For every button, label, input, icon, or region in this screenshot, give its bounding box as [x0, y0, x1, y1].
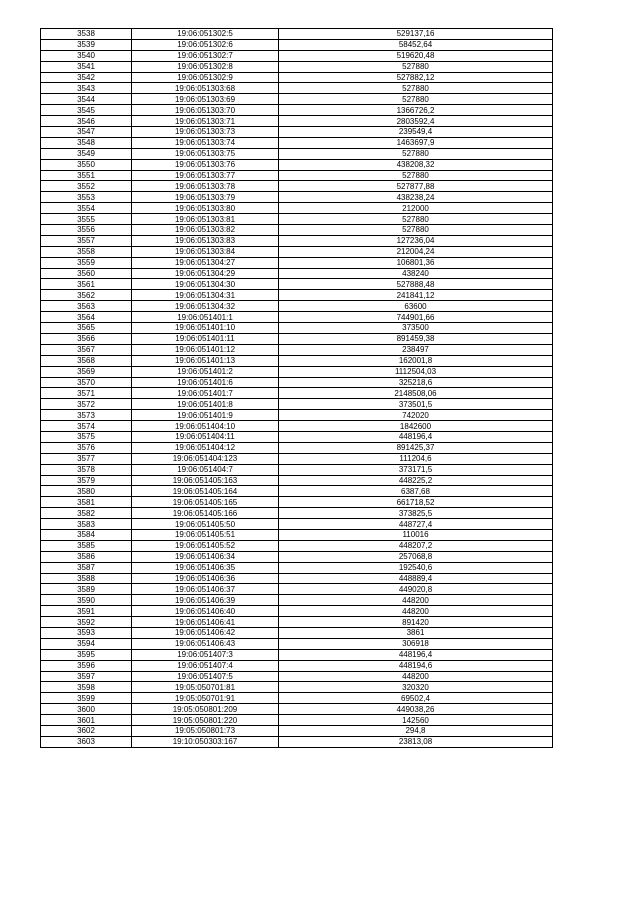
value-cell: 891425,37	[279, 442, 553, 453]
table-row	[41, 61, 553, 72]
cadastral-number-cell: 19:06:051405:164	[132, 486, 279, 497]
value-cell: 110016	[279, 529, 553, 540]
row-number-cell: 3577	[41, 453, 132, 464]
table-row	[41, 344, 553, 355]
row-number-cell: 3539	[41, 39, 132, 50]
row-number-cell: 3600	[41, 704, 132, 715]
cadastral-number-cell: 19:06:051407:3	[132, 649, 279, 660]
row-number-cell: 3574	[41, 421, 132, 432]
row-number-cell: 3575	[41, 431, 132, 442]
cadastral-number-cell: 19:06:051303:78	[132, 181, 279, 192]
cadastral-number-cell: 19:06:051406:36	[132, 573, 279, 584]
table-row	[41, 333, 553, 344]
cadastral-number-cell: 19:06:051304:30	[132, 279, 279, 290]
row-number-cell: 3576	[41, 442, 132, 453]
cadastral-number-cell: 19:06:051302:7	[132, 50, 279, 61]
row-number-cell: 3589	[41, 584, 132, 595]
row-number-cell: 3569	[41, 366, 132, 377]
value-cell: 63600	[279, 301, 553, 312]
row-number-cell: 3592	[41, 617, 132, 628]
table-row	[41, 377, 553, 388]
row-number-cell: 3591	[41, 606, 132, 617]
table-body	[41, 29, 553, 748]
value-cell: 325218,6	[279, 377, 553, 388]
cadastral-number-cell: 19:06:051404:12	[132, 442, 279, 453]
row-number-cell: 3582	[41, 508, 132, 519]
table-row	[41, 50, 553, 61]
value-cell: 742020	[279, 410, 553, 421]
cadastral-number-cell: 19:06:051404:10	[132, 421, 279, 432]
cadastral-number-cell: 19:05:050701:91	[132, 693, 279, 704]
row-number-cell: 3599	[41, 693, 132, 704]
table-row	[41, 355, 553, 366]
table-row	[41, 312, 553, 323]
value-cell: 448200	[279, 606, 553, 617]
value-cell: 1842600	[279, 421, 553, 432]
table-row	[41, 627, 553, 638]
cadastral-number-cell: 19:06:051303:77	[132, 170, 279, 181]
table-row	[41, 137, 553, 148]
cadastral-number-cell: 19:06:051303:81	[132, 214, 279, 225]
row-number-cell: 3562	[41, 290, 132, 301]
cadastral-number-cell: 19:06:051401:7	[132, 388, 279, 399]
row-number-cell: 3587	[41, 562, 132, 573]
value-cell: 449020,8	[279, 584, 553, 595]
row-number-cell: 3563	[41, 301, 132, 312]
cadastral-number-cell: 19:06:051401:2	[132, 366, 279, 377]
value-cell: 373500	[279, 323, 553, 334]
cadastral-number-cell: 19:06:051405:51	[132, 529, 279, 540]
cadastral-number-cell: 19:06:051401:1	[132, 312, 279, 323]
row-number-cell: 3593	[41, 627, 132, 638]
value-cell: 127236,04	[279, 235, 553, 246]
table-row	[41, 726, 553, 737]
table-row	[41, 693, 553, 704]
cadastral-number-cell: 19:06:051406:41	[132, 617, 279, 628]
table-row	[41, 562, 553, 573]
value-cell: 448200	[279, 671, 553, 682]
cadastral-number-cell: 19:06:051304:32	[132, 301, 279, 312]
value-cell: 238497	[279, 344, 553, 355]
row-number-cell: 3565	[41, 323, 132, 334]
table-row	[41, 181, 553, 192]
table-row	[41, 83, 553, 94]
value-cell: 891459,38	[279, 333, 553, 344]
row-number-cell: 3601	[41, 715, 132, 726]
row-number-cell: 3596	[41, 660, 132, 671]
table-row	[41, 704, 553, 715]
cadastral-number-cell: 19:06:051404:123	[132, 453, 279, 464]
row-number-cell: 3597	[41, 671, 132, 682]
cadastral-number-cell: 19:06:051303:73	[132, 127, 279, 138]
table-row	[41, 159, 553, 170]
cadastral-number-cell: 19:06:051302:9	[132, 72, 279, 83]
value-cell: 2803592,4	[279, 116, 553, 127]
value-cell: 23813,08	[279, 736, 553, 747]
cadastral-number-cell: 19:06:051303:76	[132, 159, 279, 170]
value-cell: 1366726,2	[279, 105, 553, 116]
table-row	[41, 551, 553, 562]
value-cell: 438208,32	[279, 159, 553, 170]
row-number-cell: 3559	[41, 257, 132, 268]
table-row	[41, 715, 553, 726]
cadastral-number-cell: 19:06:051405:165	[132, 497, 279, 508]
cadastral-number-cell: 19:06:051401:6	[132, 377, 279, 388]
row-number-cell: 3550	[41, 159, 132, 170]
cadastral-number-cell: 19:06:051303:84	[132, 246, 279, 257]
value-cell: 448889,4	[279, 573, 553, 584]
row-number-cell: 3603	[41, 736, 132, 747]
row-number-cell: 3547	[41, 127, 132, 138]
cadastral-number-cell: 19:06:051303:80	[132, 203, 279, 214]
cadastral-number-cell: 19:06:051406:40	[132, 606, 279, 617]
row-number-cell: 3580	[41, 486, 132, 497]
row-number-cell: 3551	[41, 170, 132, 181]
value-cell: 661718,52	[279, 497, 553, 508]
data-table	[40, 28, 553, 748]
table-row	[41, 660, 553, 671]
table-row	[41, 29, 553, 40]
table-row	[41, 268, 553, 279]
value-cell: 142560	[279, 715, 553, 726]
table-row	[41, 290, 553, 301]
value-cell: 241841,12	[279, 290, 553, 301]
row-number-cell: 3548	[41, 137, 132, 148]
cadastral-number-cell: 19:06:051407:5	[132, 671, 279, 682]
value-cell: 111204,6	[279, 453, 553, 464]
table-row	[41, 170, 553, 181]
cadastral-number-cell: 19:06:051303:68	[132, 83, 279, 94]
row-number-cell: 3570	[41, 377, 132, 388]
value-cell: 239549,4	[279, 127, 553, 138]
table-row	[41, 127, 553, 138]
table-row	[41, 736, 553, 747]
cadastral-number-cell: 19:06:051303:83	[132, 235, 279, 246]
table-row	[41, 475, 553, 486]
value-cell: 448194,6	[279, 660, 553, 671]
table-row	[41, 573, 553, 584]
cadastral-number-cell: 19:06:051407:4	[132, 660, 279, 671]
value-cell: 448727,4	[279, 519, 553, 530]
value-cell: 306918	[279, 638, 553, 649]
table-row	[41, 366, 553, 377]
table-row	[41, 584, 553, 595]
row-number-cell: 3594	[41, 638, 132, 649]
cadastral-number-cell: 19:06:051304:27	[132, 257, 279, 268]
table-row	[41, 486, 553, 497]
row-number-cell: 3555	[41, 214, 132, 225]
row-number-cell: 3538	[41, 29, 132, 40]
table-row	[41, 606, 553, 617]
cadastral-number-cell: 19:06:051406:42	[132, 627, 279, 638]
value-cell: 529137,16	[279, 29, 553, 40]
value-cell: 58452,64	[279, 39, 553, 50]
table-row	[41, 214, 553, 225]
cadastral-number-cell: 19:06:051405:163	[132, 475, 279, 486]
table-row	[41, 39, 553, 50]
row-number-cell: 3579	[41, 475, 132, 486]
value-cell: 891420	[279, 617, 553, 628]
value-cell: 519620,48	[279, 50, 553, 61]
row-number-cell: 3545	[41, 105, 132, 116]
value-cell: 527880	[279, 83, 553, 94]
row-number-cell: 3572	[41, 399, 132, 410]
table-row	[41, 464, 553, 475]
table-row	[41, 638, 553, 649]
cadastral-number-cell: 19:06:051303:75	[132, 148, 279, 159]
cadastral-number-cell: 19:06:051401:12	[132, 344, 279, 355]
table-row	[41, 257, 553, 268]
cadastral-number-cell: 19:06:051405:166	[132, 508, 279, 519]
table-row	[41, 682, 553, 693]
table-row	[41, 105, 553, 116]
row-number-cell: 3581	[41, 497, 132, 508]
row-number-cell: 3585	[41, 540, 132, 551]
value-cell: 192540,6	[279, 562, 553, 573]
table-row	[41, 421, 553, 432]
value-cell: 527880	[279, 148, 553, 159]
table-row	[41, 279, 553, 290]
row-number-cell: 3566	[41, 333, 132, 344]
table-row	[41, 94, 553, 105]
row-number-cell: 3595	[41, 649, 132, 660]
value-cell: 527882,12	[279, 72, 553, 83]
value-cell: 448196,4	[279, 431, 553, 442]
table-row	[41, 116, 553, 127]
cadastral-number-cell: 19:06:051303:79	[132, 192, 279, 203]
value-cell: 448207,2	[279, 540, 553, 551]
row-number-cell: 3553	[41, 192, 132, 203]
table-row	[41, 203, 553, 214]
value-cell: 1112504,03	[279, 366, 553, 377]
table-row	[41, 323, 553, 334]
row-number-cell: 3564	[41, 312, 132, 323]
row-number-cell: 3556	[41, 225, 132, 236]
value-cell: 373825,5	[279, 508, 553, 519]
row-number-cell: 3598	[41, 682, 132, 693]
cadastral-number-cell: 19:05:050801:220	[132, 715, 279, 726]
cadastral-number-cell: 19:05:050801:209	[132, 704, 279, 715]
cadastral-number-cell: 19:06:051304:31	[132, 290, 279, 301]
table-row	[41, 540, 553, 551]
table-row	[41, 399, 553, 410]
table-row	[41, 72, 553, 83]
row-number-cell: 3549	[41, 148, 132, 159]
cadastral-number-cell: 19:06:051303:74	[132, 137, 279, 148]
table-row	[41, 453, 553, 464]
table-row	[41, 388, 553, 399]
row-number-cell: 3541	[41, 61, 132, 72]
cadastral-number-cell: 19:06:051404:11	[132, 431, 279, 442]
table-row	[41, 497, 553, 508]
cadastral-number-cell: 19:06:051303:69	[132, 94, 279, 105]
cadastral-number-cell: 19:06:051302:8	[132, 61, 279, 72]
cadastral-number-cell: 19:05:050801:73	[132, 726, 279, 737]
table-row	[41, 519, 553, 530]
value-cell: 373501,5	[279, 399, 553, 410]
cadastral-number-cell: 19:06:051406:35	[132, 562, 279, 573]
row-number-cell: 3586	[41, 551, 132, 562]
table-row	[41, 442, 553, 453]
value-cell: 3861	[279, 627, 553, 638]
row-number-cell: 3573	[41, 410, 132, 421]
row-number-cell: 3583	[41, 519, 132, 530]
cadastral-number-cell: 19:06:051404:7	[132, 464, 279, 475]
row-number-cell: 3558	[41, 246, 132, 257]
value-cell: 294,8	[279, 726, 553, 737]
value-cell: 744901,66	[279, 312, 553, 323]
table-row	[41, 246, 553, 257]
row-number-cell: 3584	[41, 529, 132, 540]
row-number-cell: 3588	[41, 573, 132, 584]
value-cell: 438240	[279, 268, 553, 279]
value-cell: 448196,4	[279, 649, 553, 660]
value-cell: 212004,24	[279, 246, 553, 257]
cadastral-number-cell: 19:06:051303:82	[132, 225, 279, 236]
value-cell: 162001,8	[279, 355, 553, 366]
table-row	[41, 301, 553, 312]
value-cell: 69502,4	[279, 693, 553, 704]
cadastral-number-cell: 19:06:051303:71	[132, 116, 279, 127]
table-row	[41, 192, 553, 203]
cadastral-number-cell: 19:06:051304:29	[132, 268, 279, 279]
row-number-cell: 3578	[41, 464, 132, 475]
cadastral-number-cell: 19:10:050303:167	[132, 736, 279, 747]
row-number-cell: 3568	[41, 355, 132, 366]
value-cell: 448225,2	[279, 475, 553, 486]
value-cell: 212000	[279, 203, 553, 214]
value-cell: 438238,24	[279, 192, 553, 203]
value-cell: 2148508,06	[279, 388, 553, 399]
cadastral-number-cell: 19:06:051401:13	[132, 355, 279, 366]
value-cell: 448200	[279, 595, 553, 606]
row-number-cell: 3561	[41, 279, 132, 290]
cadastral-number-cell: 19:06:051401:11	[132, 333, 279, 344]
value-cell: 449038,26	[279, 704, 553, 715]
cadastral-number-cell: 19:06:051401:10	[132, 323, 279, 334]
row-number-cell: 3554	[41, 203, 132, 214]
value-cell: 373171,5	[279, 464, 553, 475]
cadastral-number-cell: 19:06:051406:37	[132, 584, 279, 595]
cadastral-number-cell: 19:06:051302:5	[132, 29, 279, 40]
cadastral-number-cell: 19:06:051401:8	[132, 399, 279, 410]
row-number-cell: 3544	[41, 94, 132, 105]
row-number-cell: 3560	[41, 268, 132, 279]
row-number-cell: 3567	[41, 344, 132, 355]
cadastral-number-cell: 19:06:051401:9	[132, 410, 279, 421]
cadastral-number-cell: 19:05:050701:81	[132, 682, 279, 693]
table-row	[41, 595, 553, 606]
cadastral-number-cell: 19:06:051303:70	[132, 105, 279, 116]
value-cell: 527880	[279, 170, 553, 181]
value-cell: 257068,8	[279, 551, 553, 562]
cadastral-number-cell: 19:06:051406:39	[132, 595, 279, 606]
value-cell: 527880	[279, 61, 553, 72]
row-number-cell: 3540	[41, 50, 132, 61]
table-row	[41, 235, 553, 246]
table-row	[41, 410, 553, 421]
row-number-cell: 3571	[41, 388, 132, 399]
table-row	[41, 508, 553, 519]
value-cell: 106801,36	[279, 257, 553, 268]
table-row	[41, 649, 553, 660]
value-cell: 527880	[279, 94, 553, 105]
value-cell: 527877,88	[279, 181, 553, 192]
row-number-cell: 3590	[41, 595, 132, 606]
row-number-cell: 3542	[41, 72, 132, 83]
value-cell: 527880	[279, 225, 553, 236]
table-row	[41, 671, 553, 682]
value-cell: 527880	[279, 214, 553, 225]
cadastral-number-cell: 19:06:051405:50	[132, 519, 279, 530]
row-number-cell: 3557	[41, 235, 132, 246]
table-row	[41, 148, 553, 159]
value-cell: 527888,48	[279, 279, 553, 290]
value-cell: 320320	[279, 682, 553, 693]
cadastral-number-cell: 19:06:051405:52	[132, 540, 279, 551]
table-row	[41, 431, 553, 442]
row-number-cell: 3546	[41, 116, 132, 127]
cadastral-number-cell: 19:06:051406:43	[132, 638, 279, 649]
table-row	[41, 617, 553, 628]
row-number-cell: 3552	[41, 181, 132, 192]
row-number-cell: 3602	[41, 726, 132, 737]
table-row	[41, 529, 553, 540]
table-row	[41, 225, 553, 236]
row-number-cell: 3543	[41, 83, 132, 94]
value-cell: 6387,68	[279, 486, 553, 497]
cadastral-number-cell: 19:06:051302:6	[132, 39, 279, 50]
value-cell: 1463697,9	[279, 137, 553, 148]
cadastral-number-cell: 19:06:051406:34	[132, 551, 279, 562]
